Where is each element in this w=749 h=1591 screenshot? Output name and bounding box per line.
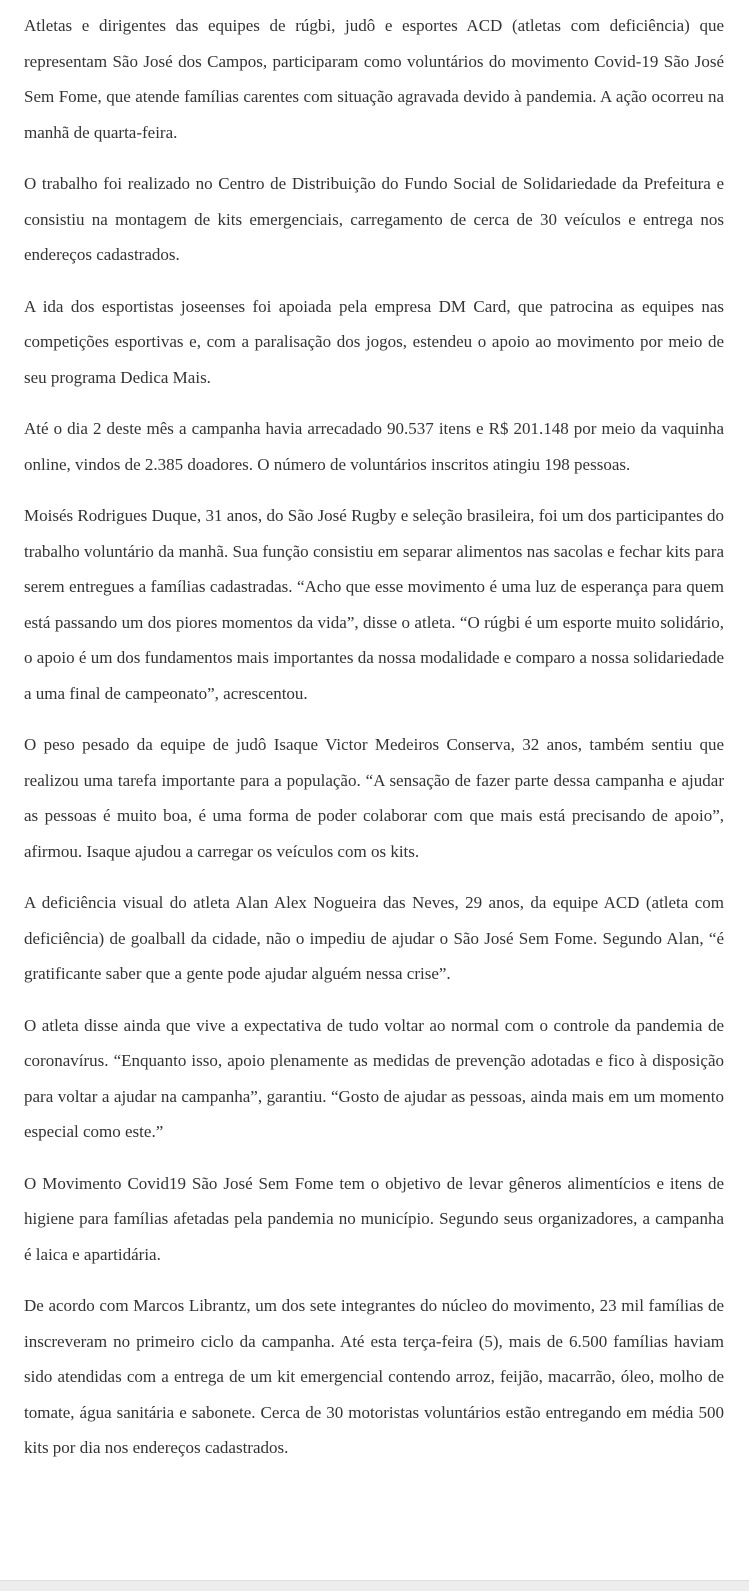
article-paragraph-10: De acordo com Marcos Librantz, um dos sete integrantes do núcleo do movimento, 23 mil famílias de inscreveram no primeiro ciclo da campanha. Até esta terça-feira (5), mais de 6.500 famílias haviam sido atendidas com a entrega de um kit emergencial contendo arroz, feijão, macarrão, óleo, molho de tomate, água sanitária e sabonete. Cerca de 30 motoristas voluntários estão entregando em média 500 kits por dia nos endereços cadastrados. bbox=[24, 1296, 724, 1457]
article-paragraph-3: A ida dos esportistas joseenses foi apoiada pela empresa DM Card, que patrocina as equipes nas competições esportivas e, com a paralisação dos jogos, estendeu o apoio ao movimento por meio de seu programa Dedica Mais. bbox=[24, 296, 724, 387]
article-paragraph-9: O Movimento Covid19 São José Sem Fome tem o objetivo de levar gêneros alimentícios e itens de higiene para famílias afetadas pela pandemia no município. Segundo seus organizadores, a campanha é laica e apartidária. bbox=[24, 1173, 724, 1264]
article-paragraph-6: O peso pesado da equipe de judô Isaque Victor Medeiros Conserva, 32 anos, também sentiu que realizou uma tarefa importante para a população. “A sensação de fazer parte dessa campanha e ajudar as pessoas é muito boa, é uma forma de poder colaborar com que mais está precisando de apoio”, afirmou. Isaque ajudou a carregar os veículos com os kits. bbox=[24, 735, 724, 861]
article-paragraph-8: O atleta disse ainda que vive a expectativa de tudo voltar ao normal com o controle da pandemia de coronavírus. “Enquanto isso, apoio plenamente as medidas de prevenção adotadas e fico à disposição para voltar a ajudar na campanha”, garantiu. “Gosto de ajudar as pessoas, ainda mais em um momento especial como este.” bbox=[24, 1015, 724, 1141]
article-paragraph-7: A deficiência visual do atleta Alan Alex Nogueira das Neves, 29 anos, da equipe ACD (atleta com deficiência) de goalball da cidade, não o impediu de ajudar o São José Sem Fome. Segundo Alan, “é gratificante saber que a gente pode ajudar alguém nessa crise”. bbox=[24, 893, 724, 983]
bottom-divider bbox=[0, 1580, 749, 1591]
article-paragraph-5: Moisés Rodrigues Duque, 31 anos, do São José Rugby e seleção brasileira, foi um dos participantes do trabalho voluntário da manhã. Sua função consistiu em separar alimentos nas sacolas e fechar kits para serem entregues a famílias cadastradas. “Acho que esse movimento é uma luz de esperança para quem está passando um dos piores momentos da vida”, disse o atleta. “O rúgbi é um esporte muito solidário, o apoio é um dos fundamentos mais importantes da nossa modalidade e comparo a nossa solidariedade a uma final de campeonato”, acrescentou. bbox=[24, 506, 724, 703]
article-paragraph-2: O trabalho foi realizado no Centro de Distribuição do Fundo Social de Solidariedade da Prefeitura e consistiu na montagem de kits emergenciais, carregamento de cerca de 30 veículos e entrega nos endereços cadastrados. bbox=[24, 174, 724, 264]
article-paragraph-4: Até o dia 2 deste mês a campanha havia arrecadado 90.537 itens e R$ 201.148 por meio da vaquinha online, vindos de 2.385 doadores. O número de voluntários inscritos atingiu 198 pessoas. bbox=[24, 419, 724, 474]
article-body bbox=[24, 8, 724, 1482]
article-paragraph-1: Atletas e dirigentes das equipes de rúgbi, judô e esportes ACD (atletas com deficiência) que representam São José dos Campos, participaram como voluntários do movimento Covid-19 São José Sem Fome, que atende famílias carentes com situação agravada devido à pandemia. A ação ocorreu na manhã de quarta-feira. bbox=[24, 16, 724, 142]
